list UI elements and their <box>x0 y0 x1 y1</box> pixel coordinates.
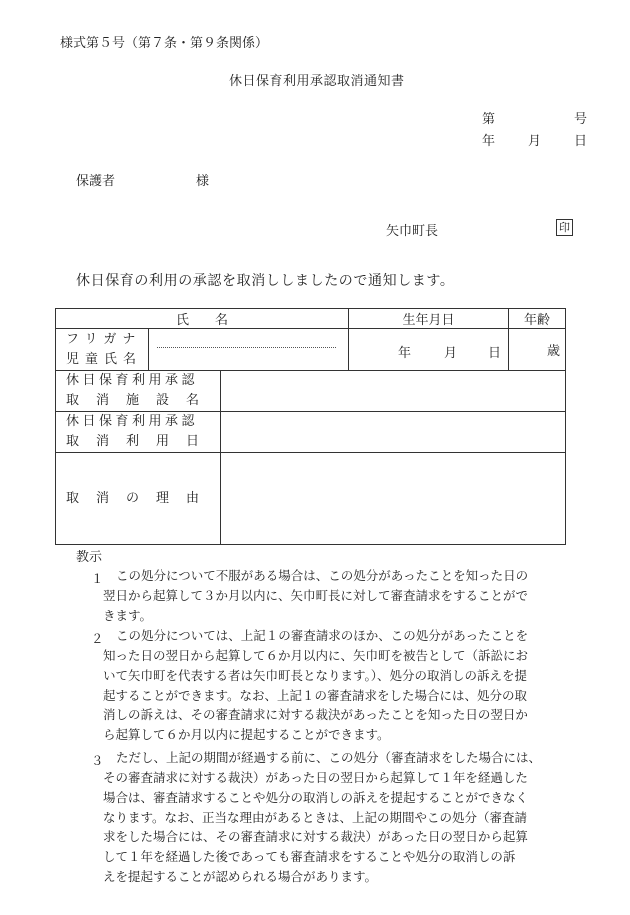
child-name-cell[interactable] <box>149 329 349 371</box>
facility-label-line1: 休日保育利用承認 <box>66 373 199 388</box>
birth-day-unit: 日 <box>488 345 502 361</box>
note-3 <box>116 748 541 768</box>
birth-month-unit: 月 <box>444 345 458 361</box>
note-1-line: 翌日から起算して３か月以内に、矢巾町長に対して審査請求をすることがで <box>103 588 529 603</box>
date-label-line1: 休日保育利用承認 <box>66 414 199 429</box>
date-label-cell <box>56 412 221 453</box>
note-2-line: この処分については、上記１の審査請求のほか、この処分があったことを <box>116 628 529 643</box>
note-3-line: なります。なお、正当な理由があるときは、上記の期間やこの処分（審査請 <box>103 809 528 825</box>
note-2-line: 消しの訴えは、その審査請求に対する裁決があったことを知った日の翌日か <box>103 707 528 723</box>
doc-number-prefix: 第 <box>482 112 496 127</box>
age-cell[interactable] <box>509 329 566 371</box>
note-3-line: して１年を経過した後であっても審査請求をすることや処分の取消しの訴 <box>103 849 516 865</box>
header-age: 年齢 <box>509 309 566 329</box>
addressee-honorific: 様 <box>196 174 210 189</box>
note-3-line: 求をした場合には、その審査請求に対する裁決）があった日の翌日から起算 <box>103 829 528 845</box>
intro-text: 休日保育の利用の承認を取消ししましたので通知します。 <box>76 273 455 289</box>
note-2-line: いて矢巾町を代表する者は矢巾町長となります。）、処分の取消しの訴えを提 <box>103 667 528 683</box>
date-value-cell[interactable] <box>221 412 566 453</box>
note-2-line: 起することができます。なお、上記１の審査請求をした場合には、処分の取 <box>103 687 528 703</box>
reason-label-cell <box>56 453 221 545</box>
note-2-number: ２ <box>91 631 104 646</box>
note-3-line: ただし、上記の期間が経過する前に、この処分（審査請求をした場合には、 <box>116 750 542 765</box>
reason-label: 取消の理由 <box>66 490 217 506</box>
note-3-cont <box>103 768 528 887</box>
age-unit: 歳 <box>546 344 560 359</box>
facility-value-cell[interactable] <box>221 371 566 412</box>
note-3-number: ３ <box>91 753 104 768</box>
child-name-label: 児童氏名 <box>66 351 143 367</box>
notes-heading: 教示 <box>76 550 103 565</box>
date-day: 日 <box>574 134 588 149</box>
note-3-line: 場合は、審査請求することや処分の取消しの訴えを提起することができなく <box>103 789 529 805</box>
furigana-dotted-line <box>157 347 336 348</box>
note-2-cont <box>103 646 528 745</box>
child-label-cell <box>56 329 149 371</box>
seal-stamp: 印 <box>556 219 573 236</box>
birthdate-cell[interactable] <box>349 329 509 371</box>
note-1-line: きます。 <box>103 607 153 623</box>
note-3-line: その審査請求に対する裁決）があった日の翌日から起算して１年を経過した <box>103 770 528 785</box>
note-1-line: この処分について不服がある場合は、この処分があったことを知った日の <box>116 568 529 583</box>
note-1-number: １ <box>91 571 104 586</box>
cancellation-table <box>55 308 566 545</box>
form-number: 様式第５号（第７条・第９条関係） <box>60 36 269 51</box>
birth-year-unit: 年 <box>398 345 412 361</box>
facility-label-line2: 取消施設名 <box>66 393 217 408</box>
document-title: 休日保育利用承認取消通知書 <box>229 74 405 89</box>
date-label-line2: 取消利用日 <box>66 434 217 449</box>
facility-label-cell <box>56 371 221 412</box>
note-1-cont <box>103 586 528 626</box>
date-month: 月 <box>528 134 542 149</box>
issuer-name: 矢巾町長 <box>386 224 439 239</box>
note-1 <box>116 566 528 586</box>
addressee-label: 保護者 <box>76 174 116 189</box>
note-3-line: えを提起することが認められる場合があります。 <box>103 868 378 884</box>
doc-number-suffix: 号 <box>574 112 588 127</box>
reason-value-cell[interactable] <box>221 453 566 545</box>
note-2 <box>116 626 528 646</box>
furigana-label: フリガナ <box>66 331 142 347</box>
note-2-line: 知った日の翌日から起算して６か月以内に、矢巾町を被告として（訴訟にお <box>103 648 529 663</box>
note-2-line: ら起算して６か月以内に提起することができます。 <box>103 727 390 743</box>
header-name: 氏 名 <box>56 309 349 329</box>
header-birthdate: 生年月日 <box>349 309 509 329</box>
date-year: 年 <box>482 134 496 149</box>
